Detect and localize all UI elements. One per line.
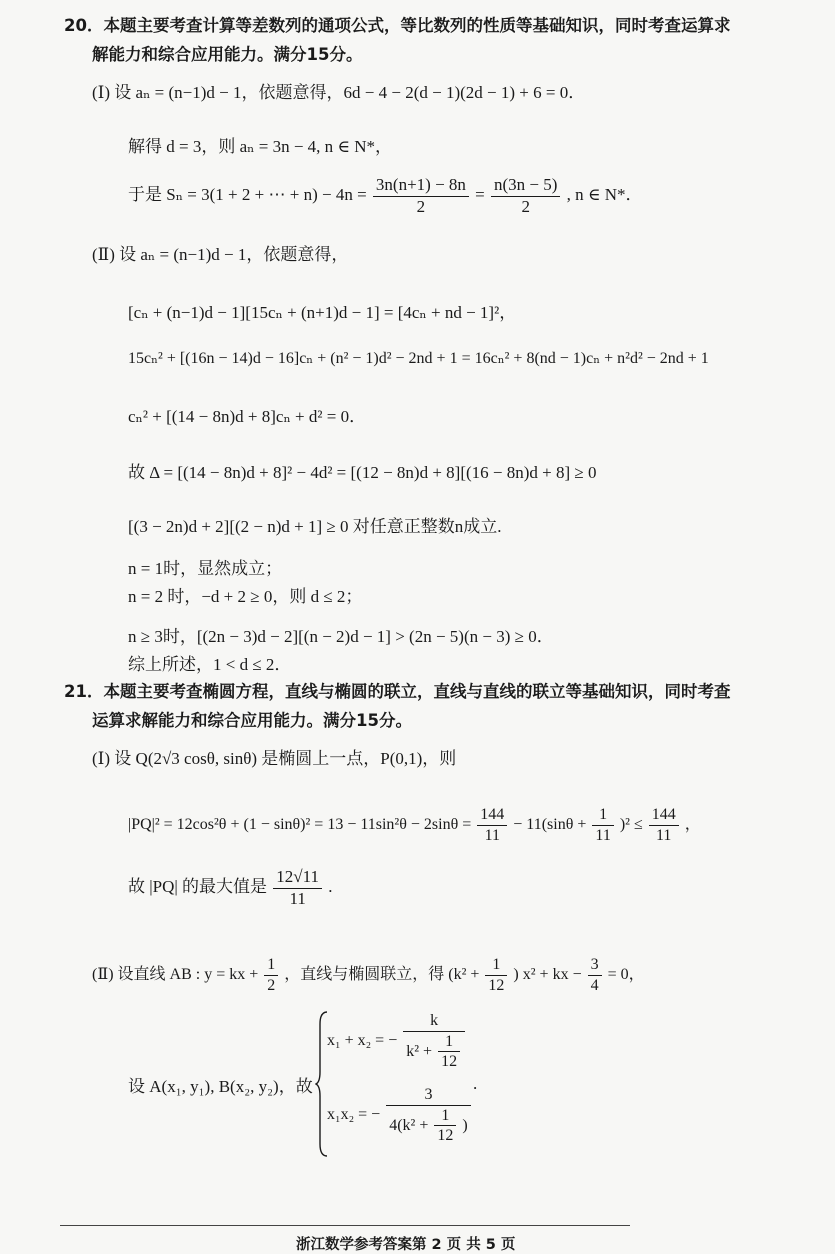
p20-part2-line7: n = 1时，显然成立； [128, 559, 283, 578]
p21-part1-line3 [128, 868, 333, 908]
p20-sum-frac1 [373, 176, 469, 216]
vieta-prod-den-num: 1 [434, 1107, 456, 1127]
p20-part2-line1: (Ⅱ) 设 aₙ = (n−1)d − 1，依题意得， [92, 245, 349, 264]
vieta-sum [327, 1012, 467, 1071]
p21-pq-frac1-den: 11 [484, 826, 500, 844]
vieta-prod-den-a: 4(k² + [389, 1116, 429, 1134]
vieta-sum-den-a: k² + [406, 1042, 433, 1060]
p20-part1-line3 [128, 176, 643, 216]
p20-sum-frac2-num: n(3n − 5) [491, 176, 560, 197]
problem20-header-line2: 解能力和综合应用能力。满分15分。 [92, 45, 363, 64]
p20-sum-frac1-num: 3n(n+1) − 8n [373, 176, 469, 197]
p21-ab-mid: ，直线与椭圆联立，得 (k² + [284, 965, 480, 983]
p21-ab-k-num: 1 [485, 956, 507, 976]
vieta-prod-num: 3 [386, 1086, 470, 1106]
p20-part1-line1: (Ⅰ) 设 aₙ = (n−1)d − 1，依题意得，6d − 4 − 2(d − 1)(2d − 1) + 6 = 0． [92, 83, 586, 102]
p20-part2-line6: [(3 − 2n)d + 2][(2 − n)d + 1] ≥ 0 对任意正整数n成立. [128, 517, 502, 536]
vieta-sum-lhs: x₁ + x₂ = − [327, 1032, 398, 1050]
vieta-product [327, 1086, 473, 1145]
p21-part1-line2 [128, 806, 701, 844]
page-footer: 浙江数学参考答案第 2 页 共 5 页 [296, 1237, 516, 1253]
vieta-prod-den [386, 1106, 470, 1145]
p20-part1-line2: 解得 d = 3，则 aₙ = 3n − 4, n ∈ N*， [128, 137, 393, 156]
vieta-prod-den-den: 12 [437, 1127, 454, 1145]
p21-max-suffix: . [328, 877, 333, 897]
p20-part2-line3: 15cₙ² + [(16n − 14)d − 16]cₙ + (n² − 1)d² − 2nd + 1 = 16cₙ² + 8(nd − 1)cₙ + n²d² − 2nd + 1 [128, 350, 709, 367]
vieta-prod-frac [386, 1086, 470, 1145]
p21-pq-close: )² ≤ [619, 815, 643, 833]
p20-part2-line5: 故 Δ = [(14 − 8n)d + 8]² − 4d² = [(12 − 8n)d + 8][(16 − 8n)d + 8] ≥ 0 [128, 463, 597, 482]
p21-ab-mid2: ) x² + kx − [513, 965, 582, 983]
p20-sum-suffix: , n ∈ N*． [566, 185, 643, 205]
p21-part1-line1: (Ⅰ) 设 Q(2√3 cosθ, sinθ) 是椭圆上一点，P(0,1)，则 [92, 749, 457, 768]
p20-part2-line8: n = 2 时，−d + 2 ≥ 0，则 d ≤ 2； [128, 587, 363, 606]
p20-sum-eq: = [475, 185, 485, 205]
p21-ab-k [485, 956, 507, 994]
problem21-header-line2: 运算求解能力和综合应用能力。满分15分。 [92, 711, 412, 730]
p21-part2-line1 [92, 956, 645, 994]
p21-pq-frac1 [477, 806, 507, 844]
p21-ab-prefix: (Ⅱ) 设直线 AB : y = kx + [92, 965, 259, 983]
p20-sum-frac2 [491, 176, 560, 216]
problem20-header-line1: 20．本题主要考查计算等差数列的通项公式，等比数列的性质等基础知识，同时考查运算求 [64, 16, 731, 35]
p21-max-prefix: 故 |PQ| 的最大值是 [128, 877, 268, 897]
p21-pq-frac2-den: 11 [595, 826, 611, 844]
p20-sum-frac2-den: 2 [521, 196, 530, 216]
vieta-system [315, 1010, 485, 1160]
p21-pq-frac2-num: 1 [592, 806, 613, 826]
p21-ab-end: = 0， [607, 965, 645, 983]
p21-part2-line2: 设 A(x₁, y₁), B(x₂, y₂)，故 [128, 1077, 313, 1096]
p21-pq-end: ， [684, 815, 701, 833]
p21-ab-half [264, 956, 278, 994]
p21-pq-frac2 [592, 806, 613, 844]
p21-ab-half-num: 1 [264, 956, 278, 976]
problem21-header-line1: 21．本题主要考查椭圆方程，直线与椭圆的联立，直线与直线的联立等基础知识，同时考查 [64, 682, 731, 701]
p21-pq-frac3-num: 144 [649, 806, 679, 826]
vieta-sum-num: k [403, 1012, 465, 1032]
p21-ab-q [588, 956, 602, 994]
vieta-sum-den-den: 12 [441, 1053, 458, 1071]
vieta-sum-den-num: 1 [438, 1033, 460, 1053]
p21-pq-prefix: |PQ|² = 12cos²θ + (1 − sinθ)² = 13 − 11sin²θ − 2sinθ = [128, 815, 472, 833]
p20-sum-prefix: 于是 Sₙ = 3(1 + 2 + ⋯ + n) − 4n = [128, 185, 367, 205]
p21-pq-frac3-den: 11 [656, 826, 672, 844]
p21-max-frac-den: 11 [289, 888, 306, 908]
vieta-prod-lhs: x₁x₂ = − [327, 1106, 381, 1124]
p20-part2-line9: n ≥ 3时，[(2n − 3)d − 2][(n − 2)d − 1] > (2n − 5)(n − 3) ≥ 0． [128, 627, 554, 646]
p21-ab-q-den: 4 [590, 976, 599, 994]
p21-pq-mid: − 11(sinθ + [513, 815, 587, 833]
vieta-prod-den-b: ) [462, 1116, 468, 1134]
vieta-sum-den [403, 1032, 465, 1071]
p20-part2-line10: 综上所述，1 < d ≤ 2． [128, 655, 292, 674]
p20-part2-line2: [cₙ + (n−1)d − 1][15cₙ + (n+1)d − 1] = [4cₙ + nd − 1]²， [128, 303, 517, 322]
p21-max-frac [273, 868, 322, 908]
vieta-end: . [473, 1074, 478, 1093]
p20-part2-line4: cₙ² + [(14 − 8n)d + 8]cₙ + d² = 0． [128, 407, 367, 426]
p21-max-frac-num: 12√11 [273, 868, 322, 889]
footer-divider [60, 1225, 630, 1226]
vieta-prod-den-frac [434, 1107, 456, 1145]
vieta-sum-frac [403, 1012, 465, 1071]
p21-ab-half-den: 2 [267, 976, 276, 994]
p20-sum-frac1-den: 2 [416, 196, 426, 216]
p21-ab-q-num: 3 [588, 956, 602, 976]
vieta-sum-den-frac [438, 1033, 460, 1071]
p21-pq-frac1-num: 144 [477, 806, 507, 826]
p21-pq-frac3 [649, 806, 679, 844]
p21-ab-k-den: 12 [488, 976, 505, 994]
